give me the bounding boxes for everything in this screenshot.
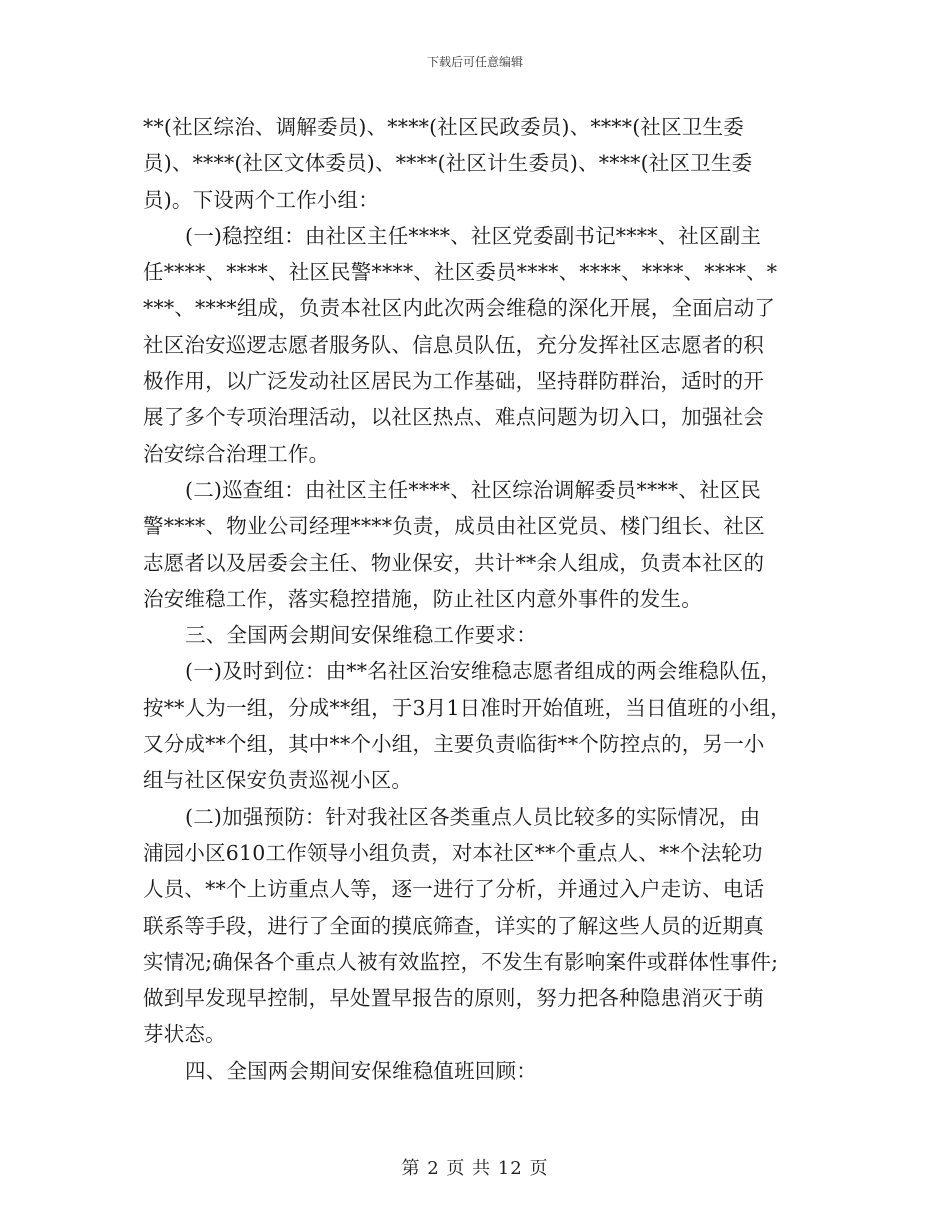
text-line: **(社区综治、调解委员)、****(社区民政委员)、****(社区卫生委 <box>143 115 744 139</box>
text-line: (一)及时到位：由**名社区治安维稳志愿者组成的两会维稳队伍， <box>185 659 782 684</box>
document-body <box>143 109 808 1089</box>
text-line: 联系等手段，进行了全面的摸底筛查，详实的了解这些人员的近期真 <box>143 913 764 938</box>
text-line: 芽状态。 <box>143 1022 226 1047</box>
text-line: 实情况;确保各个重点人被有效监控，不发生有影响案件或群体性事件; <box>143 949 779 974</box>
text-line: (一)稳控组：由社区主任****、社区党委副书记****、社区副主 <box>185 223 762 248</box>
text-line: ***、****组成，负责本社区内此次两会维稳的深化开展，全面启动了 <box>143 296 776 321</box>
text-line: 又分成**个组，其中**个小组，主要负责临街**个防控点的，另一小 <box>143 732 765 757</box>
text-line: 人员、**个上访重点人等，逐一进行了分析，并通过入户走访、电话 <box>143 877 765 902</box>
text-line: 警****、物业公司经理****负责，成员由社区党员、楼门组长、社区 <box>143 514 765 539</box>
text-line: 治安综合治理工作。 <box>143 441 330 466</box>
text-line: 员)。下设两个工作小组： <box>143 187 379 212</box>
text-line: 极作用，以广泛发动社区居民为工作基础，坚持群防群治，适时的开 <box>143 369 764 394</box>
text-line: 任****、****、社区民警****、社区委员****、****、****、****、* <box>143 260 778 285</box>
text-line: 员)、****(社区文体委员)、****(社区计生委员)、****(社区卫生委 <box>143 151 753 176</box>
text-line: 志愿者以及居委会主任、物业保安，共计**余人组成，负责本社区的 <box>143 550 765 575</box>
text-line: 治安维稳工作，落实稳控措施，防止社区内意外事件的发生。 <box>143 586 702 611</box>
text-line: 社区治安巡逻志愿者服务队、信息员队伍，充分发挥社区志愿者的积 <box>143 332 764 357</box>
page-header: 下载后可任意编辑 <box>426 55 523 69</box>
text-line: 四、全国两会期间安保维稳值班回顾： <box>185 1058 537 1083</box>
page-footer: 第 2 页 共 12 页 <box>401 1158 549 1179</box>
text-line: 按**人为一组，分成**组，于3月1日准时开始值班，当日值班的小组， <box>143 695 791 720</box>
text-line: 浦园小区610工作领导小组负责，对本社区**个重点人、**个法轮功 <box>143 840 763 865</box>
text-line: 展了多个专项治理活动，以社区热点、难点问题为切入口，加强社会 <box>143 405 764 430</box>
text-line: (二)巡查组：由社区主任****、社区综治调解委员****、社区民 <box>185 477 762 502</box>
text-line: 三、全国两会期间安保维稳工作要求： <box>185 623 537 648</box>
text-line: (二)加强预防：针对我社区各类重点人员比较多的实际情况，由 <box>185 804 761 829</box>
text-line: 做到早发现早控制，早处置早报告的原则，努力把各种隐患消灭于萌 <box>143 986 764 1011</box>
text-line: 组与社区保安负责巡视小区。 <box>143 768 413 793</box>
